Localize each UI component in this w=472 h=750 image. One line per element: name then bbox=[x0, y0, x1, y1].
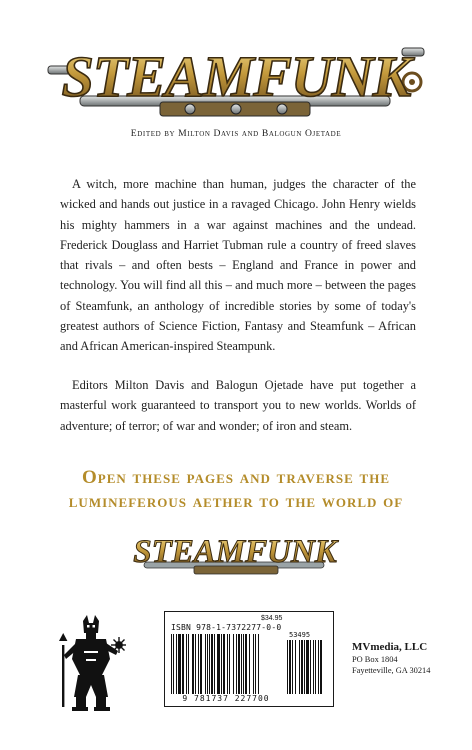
barcode-bar bbox=[192, 634, 194, 694]
editors-credit: Edited by Milton Davis and Balogun Ojetade bbox=[130, 128, 342, 139]
barcode-bar bbox=[211, 634, 213, 694]
isbn-barcode bbox=[164, 611, 334, 707]
ean-bars bbox=[171, 634, 279, 694]
barcode-bar bbox=[241, 634, 242, 694]
barcode-bar bbox=[214, 634, 215, 694]
steamfunk-logo-small-art bbox=[124, 526, 346, 578]
barcode-bar bbox=[287, 640, 288, 694]
steamfunk-logo bbox=[40, 36, 432, 122]
barcode-bar bbox=[178, 634, 181, 694]
barcode-bar bbox=[221, 634, 222, 694]
barcode-bar bbox=[306, 640, 309, 694]
blurb-paragraph-2: Editors Milton Davis and Balogun Ojetade have put together a masterful work guaranteed to transport you to new worlds. Worlds of adventure; of terror; of war and wonder; of iron and steam. bbox=[60, 378, 416, 433]
barcode-bar bbox=[209, 634, 210, 694]
logo-lettering: STEAMFUNK bbox=[61, 44, 411, 109]
barcode-bar bbox=[304, 640, 305, 694]
barcode-bar bbox=[313, 640, 314, 694]
barcode-bar bbox=[229, 634, 230, 694]
figure-emblem-icon bbox=[56, 615, 126, 713]
barcode-bar bbox=[315, 640, 316, 694]
publisher-block bbox=[352, 640, 462, 676]
barcode-bar bbox=[253, 634, 254, 694]
barcode-bar bbox=[205, 634, 206, 694]
publisher-po-box: PO Box 1804 bbox=[352, 655, 398, 664]
barcode-bar bbox=[207, 634, 208, 694]
barcode-bar bbox=[227, 634, 228, 694]
barcode-bar bbox=[318, 640, 319, 694]
barcode-bar bbox=[245, 634, 247, 694]
tagline-line-2: lumineferous aether to the world of bbox=[68, 491, 404, 512]
barcode-bar bbox=[289, 640, 291, 694]
barcode-bar bbox=[198, 634, 199, 694]
barcode-bar bbox=[217, 634, 220, 694]
barcode-bar bbox=[310, 640, 311, 694]
small-logo-lettering: STEAMFUNK bbox=[133, 534, 337, 570]
steamfunk-logo-art bbox=[40, 36, 432, 122]
barcode-bar bbox=[173, 634, 174, 694]
barcode-bar bbox=[258, 634, 259, 694]
barcode-bar bbox=[249, 634, 250, 694]
barcode-bar bbox=[238, 634, 240, 694]
barcode-bar bbox=[320, 640, 322, 694]
barcode-bar bbox=[171, 634, 172, 694]
steamfunk-logo-small bbox=[124, 526, 346, 578]
barcode-bar bbox=[188, 634, 189, 694]
barcode-bar bbox=[299, 640, 300, 694]
addon-digits: 53495 bbox=[289, 631, 311, 639]
barcode-bar bbox=[186, 634, 187, 694]
barcode-bar bbox=[176, 634, 177, 694]
barcode-bar bbox=[200, 634, 202, 694]
barcode-bar bbox=[301, 640, 303, 694]
barcode-bar bbox=[195, 634, 196, 694]
price-label: $34.95 bbox=[261, 615, 283, 622]
ean-digits: 9 781737 227700 bbox=[182, 694, 270, 703]
barcode-bar bbox=[255, 634, 256, 694]
barcode-bar bbox=[223, 634, 225, 694]
blurb-paragraph-1: A witch, more machine than human, judges the character of the wicked and hands out justice in a ravaged Chicago. John Henry wields his mighty hammers in a war against machines and the undead. Frederick Douglass and Harriet Tubman rule a country of freed slaves that rivals – and often bests – England and France in power and technology. You will find all this – and much more – between the pages of Steamfunk, an anthology of incredible stories by some of today's greatest authors of Science Fiction, Fantasy and Steamfunk – African and African American-inspired Steampunk. bbox=[60, 177, 416, 354]
publisher-city: Fayetteville, GA 30214 bbox=[352, 666, 431, 675]
publisher-name: MVmedia, LLC bbox=[352, 641, 428, 653]
barcode-bar bbox=[292, 640, 293, 694]
tagline-line-1: Open these pages and traverse the bbox=[82, 467, 390, 488]
isbn-label: ISBN 978-1-7372277-0-0 bbox=[171, 623, 282, 632]
addon-bars bbox=[287, 640, 325, 694]
barcode-bar bbox=[243, 634, 244, 694]
tagline bbox=[0, 466, 472, 514]
barcode-bar bbox=[182, 634, 184, 694]
barcode-bar bbox=[295, 640, 296, 694]
barcode-bar bbox=[236, 634, 237, 694]
barcode-bar bbox=[233, 634, 234, 694]
